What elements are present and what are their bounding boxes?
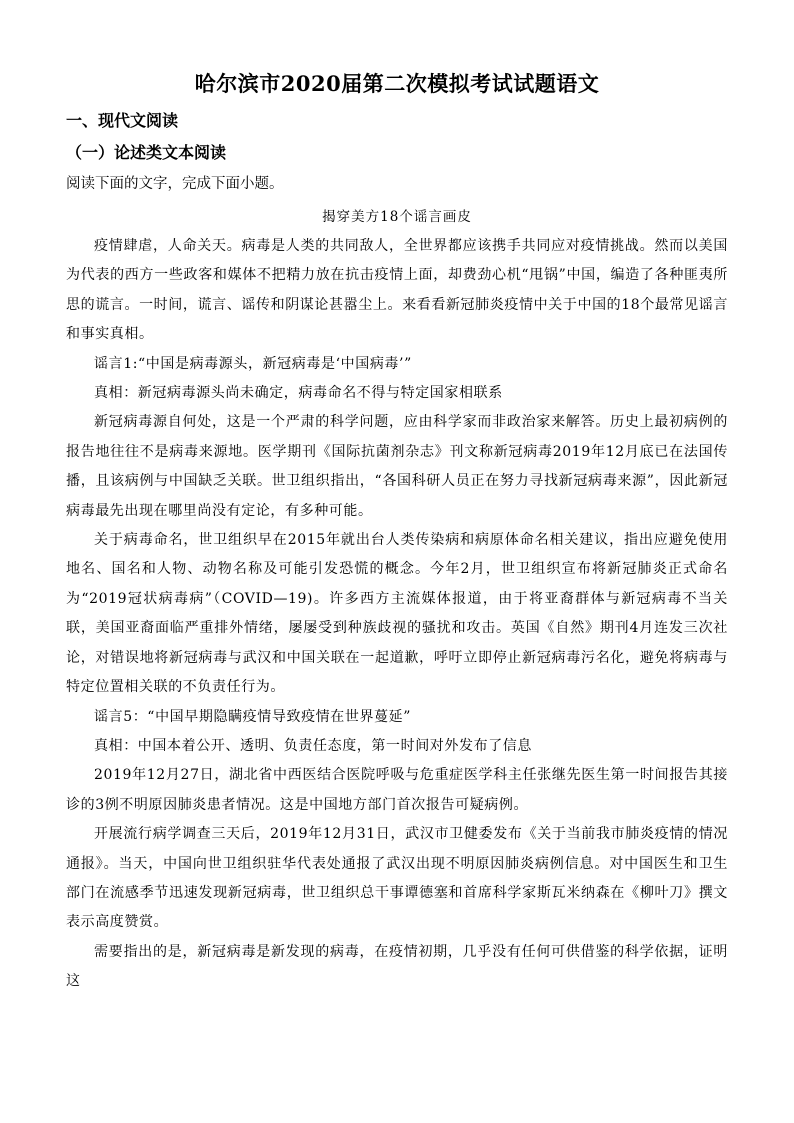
rumor-heading: 谣言5：“中国早期隐瞒疫情导致疫情在世界蔓延” xyxy=(94,708,412,725)
truth-heading: 真相：中国本着公开、透明、负责任态度，第一时间对外发布了信息 xyxy=(94,737,532,754)
article-title: 揭穿美方18个谣言画皮 xyxy=(322,209,472,225)
paragraph: 需要指出的是，新冠病毒是新发现的病毒，在疫情初期，几乎没有任何可供借鉴的科学依据，证明这 xyxy=(66,943,728,990)
document-title: 哈尔滨市2020届第二次模拟考试试题语文 xyxy=(194,71,600,96)
paragraph: 关于病毒命名，世卫组织早在2015年就出台人类传染病和病原体命名相关建议，指出应避免使用地名、国名和人物、动物名称及可能引发恐慌的概念。今年2月，世卫组织宣布将新冠肺炎正式命名为“2019冠状病毒病”（COVID—19)。许多西方主流媒体报道，由于将亚裔群体与新冠病毒不当关联，美国亚裔面临严重排外情绪，屡屡受到种族歧视的骚扰和攻击。英国《自然》期刊4月连发三次社论，对错误地将新冠病毒与武汉和中国关联在一起道歉，呼吁立即停止新冠病毒污名化，避免将病毒与特定位置相关联的不负责任行为。 xyxy=(66,532,728,696)
paragraph: 疫情肆虐，人命关天。病毒是人类的共同敌人，全世界都应该携手共同应对疫情挑战。然而以美国为代表的西方一些政客和媒体不把精力放在抗击疫情上面，却费劲心机“甩锅”中国，编造了各种匪夷所思的谎言。一时间，谎言、谣传和阴谋论甚嚣尘上。来看看新冠肺炎疫情中关于中国的18个最常见谣言和事实真相。 xyxy=(66,238,728,343)
instruction-text: 阅读下面的文字，完成下面小题。 xyxy=(66,176,284,192)
rumor-heading: 谣言1:“中国是病毒源头，新冠病毒是‘中国病毒’” xyxy=(94,355,412,372)
section-heading: 一、现代文阅读 xyxy=(66,111,179,130)
paragraph: 2019年12月27日，湖北省中西医结合医院呼吸与危重症医学科主任张继先医生第一时间报告其接诊的3例不明原因肺炎患者情况。这是中国地方部门首次报告可疑病例。 xyxy=(66,767,728,813)
paragraph: 新冠病毒源自何处，这是一个严肃的科学问题，应由科学家而非政治家来解答。历史上最初病例的报告地往往不是病毒来源地。医学期刊《国际抗菌剂杂志》刊文称新冠病毒2019年12月底已在法国传播，且该病例与中国缺乏关联。世卫组织指出，“各国科研人员正在努力寻找新冠病毒来源”，因此新冠病毒最先出现在哪里尚没有定论，有多种可能。 xyxy=(66,414,728,519)
subsection-heading: （一）论述类文本阅读 xyxy=(66,143,227,162)
truth-heading: 真相：新冠病毒源头尚未确定，病毒命名不得与特定国家相联系 xyxy=(94,385,503,402)
article-body xyxy=(66,232,728,997)
paragraph: 开展流行病学调查三天后，2019年12月31日，武汉市卫健委发布《关于当前我市肺炎疫情的情况通报》。当天，中国向世卫组织驻华代表处通报了武汉出现不明原因肺炎病例信息。对中国医生和卫生部门在流感季节迅速发现新冠病毒，世卫组织总干事谭德塞和首席科学家斯瓦米纳森在《柳叶刀》撰文表示高度赞赏。 xyxy=(66,826,728,931)
